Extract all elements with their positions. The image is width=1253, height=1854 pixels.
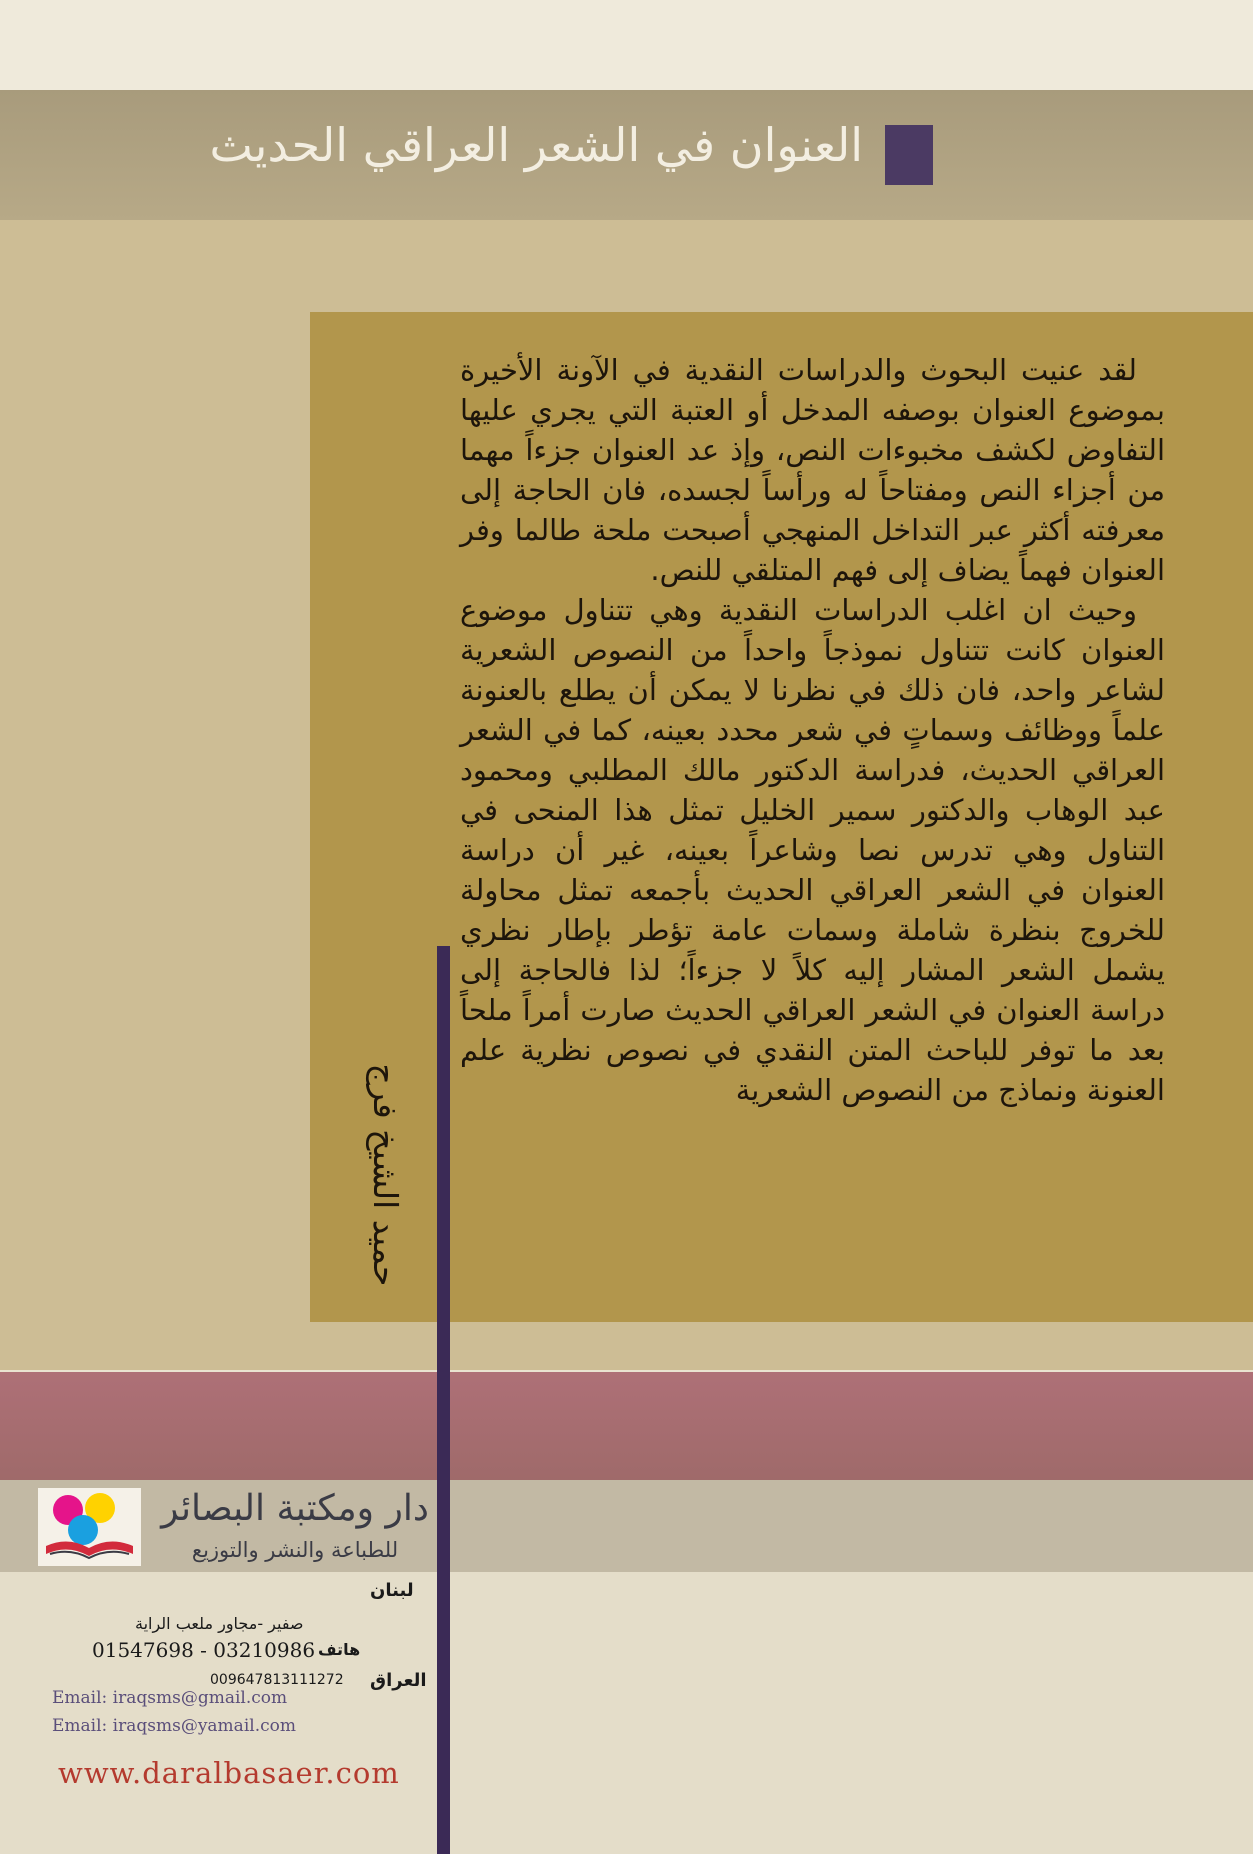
publisher-subtitle: للطباعة والنشر والتوزيع: [191, 1538, 399, 1562]
author-name: حميد الشيخ فرج: [366, 1063, 405, 1287]
email-gmail[interactable]: Email: iraqsms@gmail.com: [52, 1688, 288, 1708]
website-link[interactable]: www.daralbasaer.com: [58, 1756, 400, 1790]
top-margin: [0, 0, 1253, 90]
publisher-name: دار ومكتبة البصائر: [161, 1488, 429, 1529]
blurb-text: [460, 350, 1165, 1110]
email-yamail[interactable]: Email: iraqsms@yamail.com: [52, 1716, 296, 1736]
book-title: العنوان في الشعر العراقي الحديث: [209, 118, 863, 172]
iraq-phone: 009647813111272: [210, 1672, 344, 1688]
lebanon-label: لبنان: [370, 1580, 414, 1601]
publisher-logo-icon: [38, 1488, 141, 1566]
pink-band: [0, 1372, 1253, 1480]
lebanon-address: صفير -مجاور ملعب الراية: [135, 1614, 304, 1633]
vertical-divider: [437, 946, 450, 1854]
title-square-marker: [885, 125, 933, 185]
blurb-paragraph-1: لقد عنيت البحوث والدراسات النقدية في الآونة الأخيرة بموضوع العنوان بوصفه المدخل أو العتبة التي يجري عليها التفاوض لكشف مخبوءات النص، وإذ عد العنوان جزءاً مهما من أجزاء النص ومفتاحاً له ورأساً لجسده، فان الحاجة إلى معرفته أكثر عبر التداخل المنهجي أصبحت ملحة طالما وفر العنوان فهماً يضاف إلى فهم المتلقي للنص.: [460, 353, 1165, 587]
blurb-paragraph-2: وحيث ان اغلب الدراسات النقدية وهي تتناول موضوع العنوان كانت تتناول نموذجاً واحداً من النصوص الشعرية لشاعر واحد، فان ذلك في نظرنا لا يمكن أن يطلع بالعنونة علماً ووظائف وسماتٍ في شعر محدد بعينه، كما في الشعر العراقي الحديث، فدراسة الدكتور مالك المطلبي ومحمود عبد الوهاب والدكتور سمير الخليل تمثل هذا المنحى في التناول وهي تدرس نصا وشاعراً بعينه، غير أن دراسة العنوان في الشعر العراقي الحديث بأجمعه تمثل محاولة للخروج بنظرة شاملة وسمات عامة تؤطر بإطار نظري يشمل الشعر المشار إليه كلاً لا جزءاً؛ لذا فالحاجة إلى دراسة العنوان في الشعر العراقي الحديث صارت أمراً ملحاً بعد ما توفر للباحث المتن النقدي في نصوص نظرية علم العنونة ونماذج من النصوص الشعرية: [460, 593, 1165, 1107]
lebanon-phones: 01547698 - 03210986: [92, 1638, 316, 1662]
iraq-label: العراق: [370, 1670, 427, 1691]
phone-label: هاتف: [318, 1640, 361, 1659]
